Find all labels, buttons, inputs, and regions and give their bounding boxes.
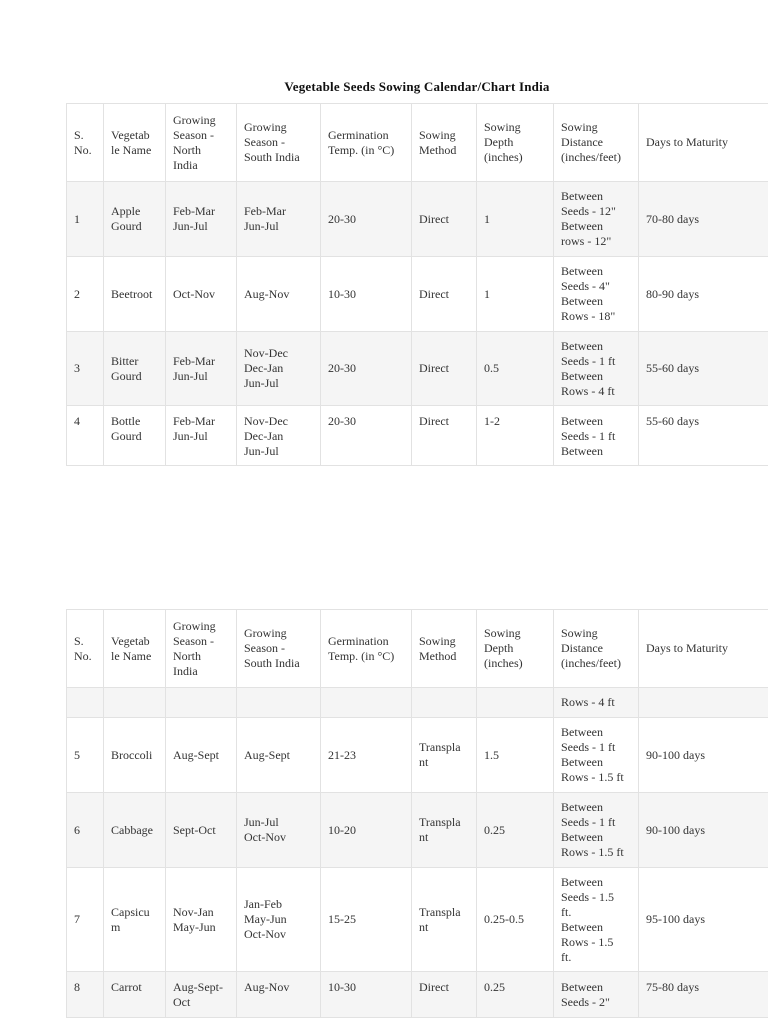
cell-days-to-maturity: 90-100 days — [639, 718, 768, 793]
cell-season-north — [166, 688, 237, 718]
header-sowing-depth: Sowing Depth (inches) — [477, 104, 554, 182]
table-row — [67, 718, 768, 793]
table-header-row — [67, 104, 768, 182]
cell-germination-temp: 21-23 — [321, 718, 412, 793]
sowing-table-1 — [66, 103, 768, 466]
table-header-row — [67, 610, 768, 688]
header-season-south: Growing Season - South India — [237, 610, 321, 688]
cell-sowing-distance: Between Seeds - 1 ft Between Rows - 1.5 ft — [554, 793, 639, 868]
table-row — [67, 793, 768, 868]
cell-sowing-distance: Between Seeds - 1 ft Between — [554, 406, 639, 466]
cell-sno: 6 — [67, 793, 104, 868]
cell-sno: 8 — [67, 972, 104, 1018]
table-row — [67, 257, 768, 332]
header-sowing-distance: Sowing Distance (inches/feet) — [554, 610, 639, 688]
cell-season-north: Aug-Sept — [166, 718, 237, 793]
cell-sowing-method: Direct — [412, 257, 477, 332]
header-sowing-depth: Sowing Depth (inches) — [477, 610, 554, 688]
cell-germination-temp: 20-30 — [321, 182, 412, 257]
cell-sowing-distance: Between Seeds - 1 ft Between Rows - 4 ft — [554, 332, 639, 406]
header-days-to-maturity: Days to Maturity — [639, 104, 768, 182]
cell-germination-temp — [321, 688, 412, 718]
cell-sowing-distance: Between Seeds - 1 ft Between Rows - 1.5 ft — [554, 718, 639, 793]
header-sowing-method: Sowing Method — [412, 104, 477, 182]
cell-vegetable-name: Bottle Gourd — [104, 406, 166, 466]
cell-season-north: Feb-Mar Jun-Jul — [166, 332, 237, 406]
cell-vegetable-name: Carrot — [104, 972, 166, 1018]
header-germination-temp: Germination Temp. (in °C) — [321, 104, 412, 182]
cell-days-to-maturity: 75-80 days — [639, 972, 768, 1018]
cell-vegetable-name: Beetroot — [104, 257, 166, 332]
cell-sowing-method: Transpla nt — [412, 718, 477, 793]
cell-vegetable-name — [104, 688, 166, 718]
header-germination-temp: Germination Temp. (in °C) — [321, 610, 412, 688]
cell-vegetable-name: Capsicu m — [104, 868, 166, 972]
cell-days-to-maturity: 55-60 days — [639, 332, 768, 406]
cell-sowing-depth — [477, 688, 554, 718]
cell-days-to-maturity: 95-100 days — [639, 868, 768, 972]
cell-sowing-depth: 0.25 — [477, 972, 554, 1018]
cell-sowing-method: Transpla nt — [412, 793, 477, 868]
cell-sowing-depth: 0.25 — [477, 793, 554, 868]
cell-sowing-distance: Between Seeds - 2" — [554, 972, 639, 1018]
table-row — [67, 182, 768, 257]
header-sno: S. No. — [67, 104, 104, 182]
table-row — [67, 688, 768, 718]
cell-season-south: Nov-Dec Dec-Jan Jun-Jul — [237, 332, 321, 406]
table-row — [67, 332, 768, 406]
cell-sowing-distance: Rows - 4 ft — [554, 688, 639, 718]
cell-germination-temp: 20-30 — [321, 332, 412, 406]
table-row — [67, 868, 768, 972]
cell-sno: 5 — [67, 718, 104, 793]
sowing-table-2 — [66, 609, 768, 1018]
header-vegetable-name: Vegetab le Name — [104, 610, 166, 688]
cell-germination-temp: 10-30 — [321, 257, 412, 332]
header-sowing-method: Sowing Method — [412, 610, 477, 688]
cell-vegetable-name: Cabbage — [104, 793, 166, 868]
cell-season-north: Feb-Mar Jun-Jul — [166, 406, 237, 466]
cell-days-to-maturity: 55-60 days — [639, 406, 768, 466]
cell-sno: 4 — [67, 406, 104, 466]
table-row — [67, 972, 768, 1018]
cell-days-to-maturity — [639, 688, 768, 718]
cell-sowing-depth: 0.5 — [477, 332, 554, 406]
cell-season-south: Jan-Feb May-Jun Oct-Nov — [237, 868, 321, 972]
cell-sowing-depth: 1 — [477, 182, 554, 257]
cell-season-south: Aug-Nov — [237, 257, 321, 332]
cell-sowing-method: Direct — [412, 182, 477, 257]
cell-sowing-method: Direct — [412, 406, 477, 466]
cell-season-south: Nov-Dec Dec-Jan Jun-Jul — [237, 406, 321, 466]
page-title: Vegetable Seeds Sowing Calendar/Chart India — [284, 79, 550, 94]
cell-season-south — [237, 688, 321, 718]
cell-sowing-distance: Between Seeds - 1.5 ft. Between Rows - 1.5 ft. — [554, 868, 639, 972]
cell-sno — [67, 688, 104, 718]
cell-sno: 7 — [67, 868, 104, 972]
cell-germination-temp: 10-30 — [321, 972, 412, 1018]
cell-vegetable-name: Bitter Gourd — [104, 332, 166, 406]
cell-season-south: Jun-Jul Oct-Nov — [237, 793, 321, 868]
header-days-to-maturity: Days to Maturity — [639, 610, 768, 688]
cell-sowing-depth: 1 — [477, 257, 554, 332]
cell-sowing-method — [412, 688, 477, 718]
cell-season-north: Nov-Jan May-Jun — [166, 868, 237, 972]
cell-season-north: Aug-Sept- Oct — [166, 972, 237, 1018]
cell-sowing-distance: Between Seeds - 12" Between rows - 12" — [554, 182, 639, 257]
cell-sno: 2 — [67, 257, 104, 332]
header-sno: S. No. — [67, 610, 104, 688]
header-season-north: Growing Season - North India — [166, 104, 237, 182]
cell-sowing-method: Direct — [412, 972, 477, 1018]
cell-germination-temp: 20-30 — [321, 406, 412, 466]
header-season-south: Growing Season - South India — [237, 104, 321, 182]
cell-days-to-maturity: 70-80 days — [639, 182, 768, 257]
cell-days-to-maturity: 80-90 days — [639, 257, 768, 332]
cell-germination-temp: 15-25 — [321, 868, 412, 972]
cell-days-to-maturity: 90-100 days — [639, 793, 768, 868]
cell-season-south: Aug-Sept — [237, 718, 321, 793]
cell-germination-temp: 10-20 — [321, 793, 412, 868]
cell-sowing-depth: 1.5 — [477, 718, 554, 793]
table-row — [67, 406, 768, 466]
cell-sowing-method: Direct — [412, 332, 477, 406]
cell-sowing-method: Transpla nt — [412, 868, 477, 972]
cell-vegetable-name: Apple Gourd — [104, 182, 166, 257]
header-vegetable-name: Vegetab le Name — [104, 104, 166, 182]
cell-season-north: Sept-Oct — [166, 793, 237, 868]
header-sowing-distance: Sowing Distance (inches/feet) — [554, 104, 639, 182]
cell-season-south: Feb-Mar Jun-Jul — [237, 182, 321, 257]
cell-season-north: Oct-Nov — [166, 257, 237, 332]
cell-season-north: Feb-Mar Jun-Jul — [166, 182, 237, 257]
cell-sowing-depth: 1-2 — [477, 406, 554, 466]
cell-season-south: Aug-Nov — [237, 972, 321, 1018]
header-season-north: Growing Season - North India — [166, 610, 237, 688]
cell-sno: 1 — [67, 182, 104, 257]
cell-sowing-depth: 0.25-0.5 — [477, 868, 554, 972]
cell-sowing-distance: Between Seeds - 4" Between Rows - 18" — [554, 257, 639, 332]
cell-vegetable-name: Broccoli — [104, 718, 166, 793]
cell-sno: 3 — [67, 332, 104, 406]
